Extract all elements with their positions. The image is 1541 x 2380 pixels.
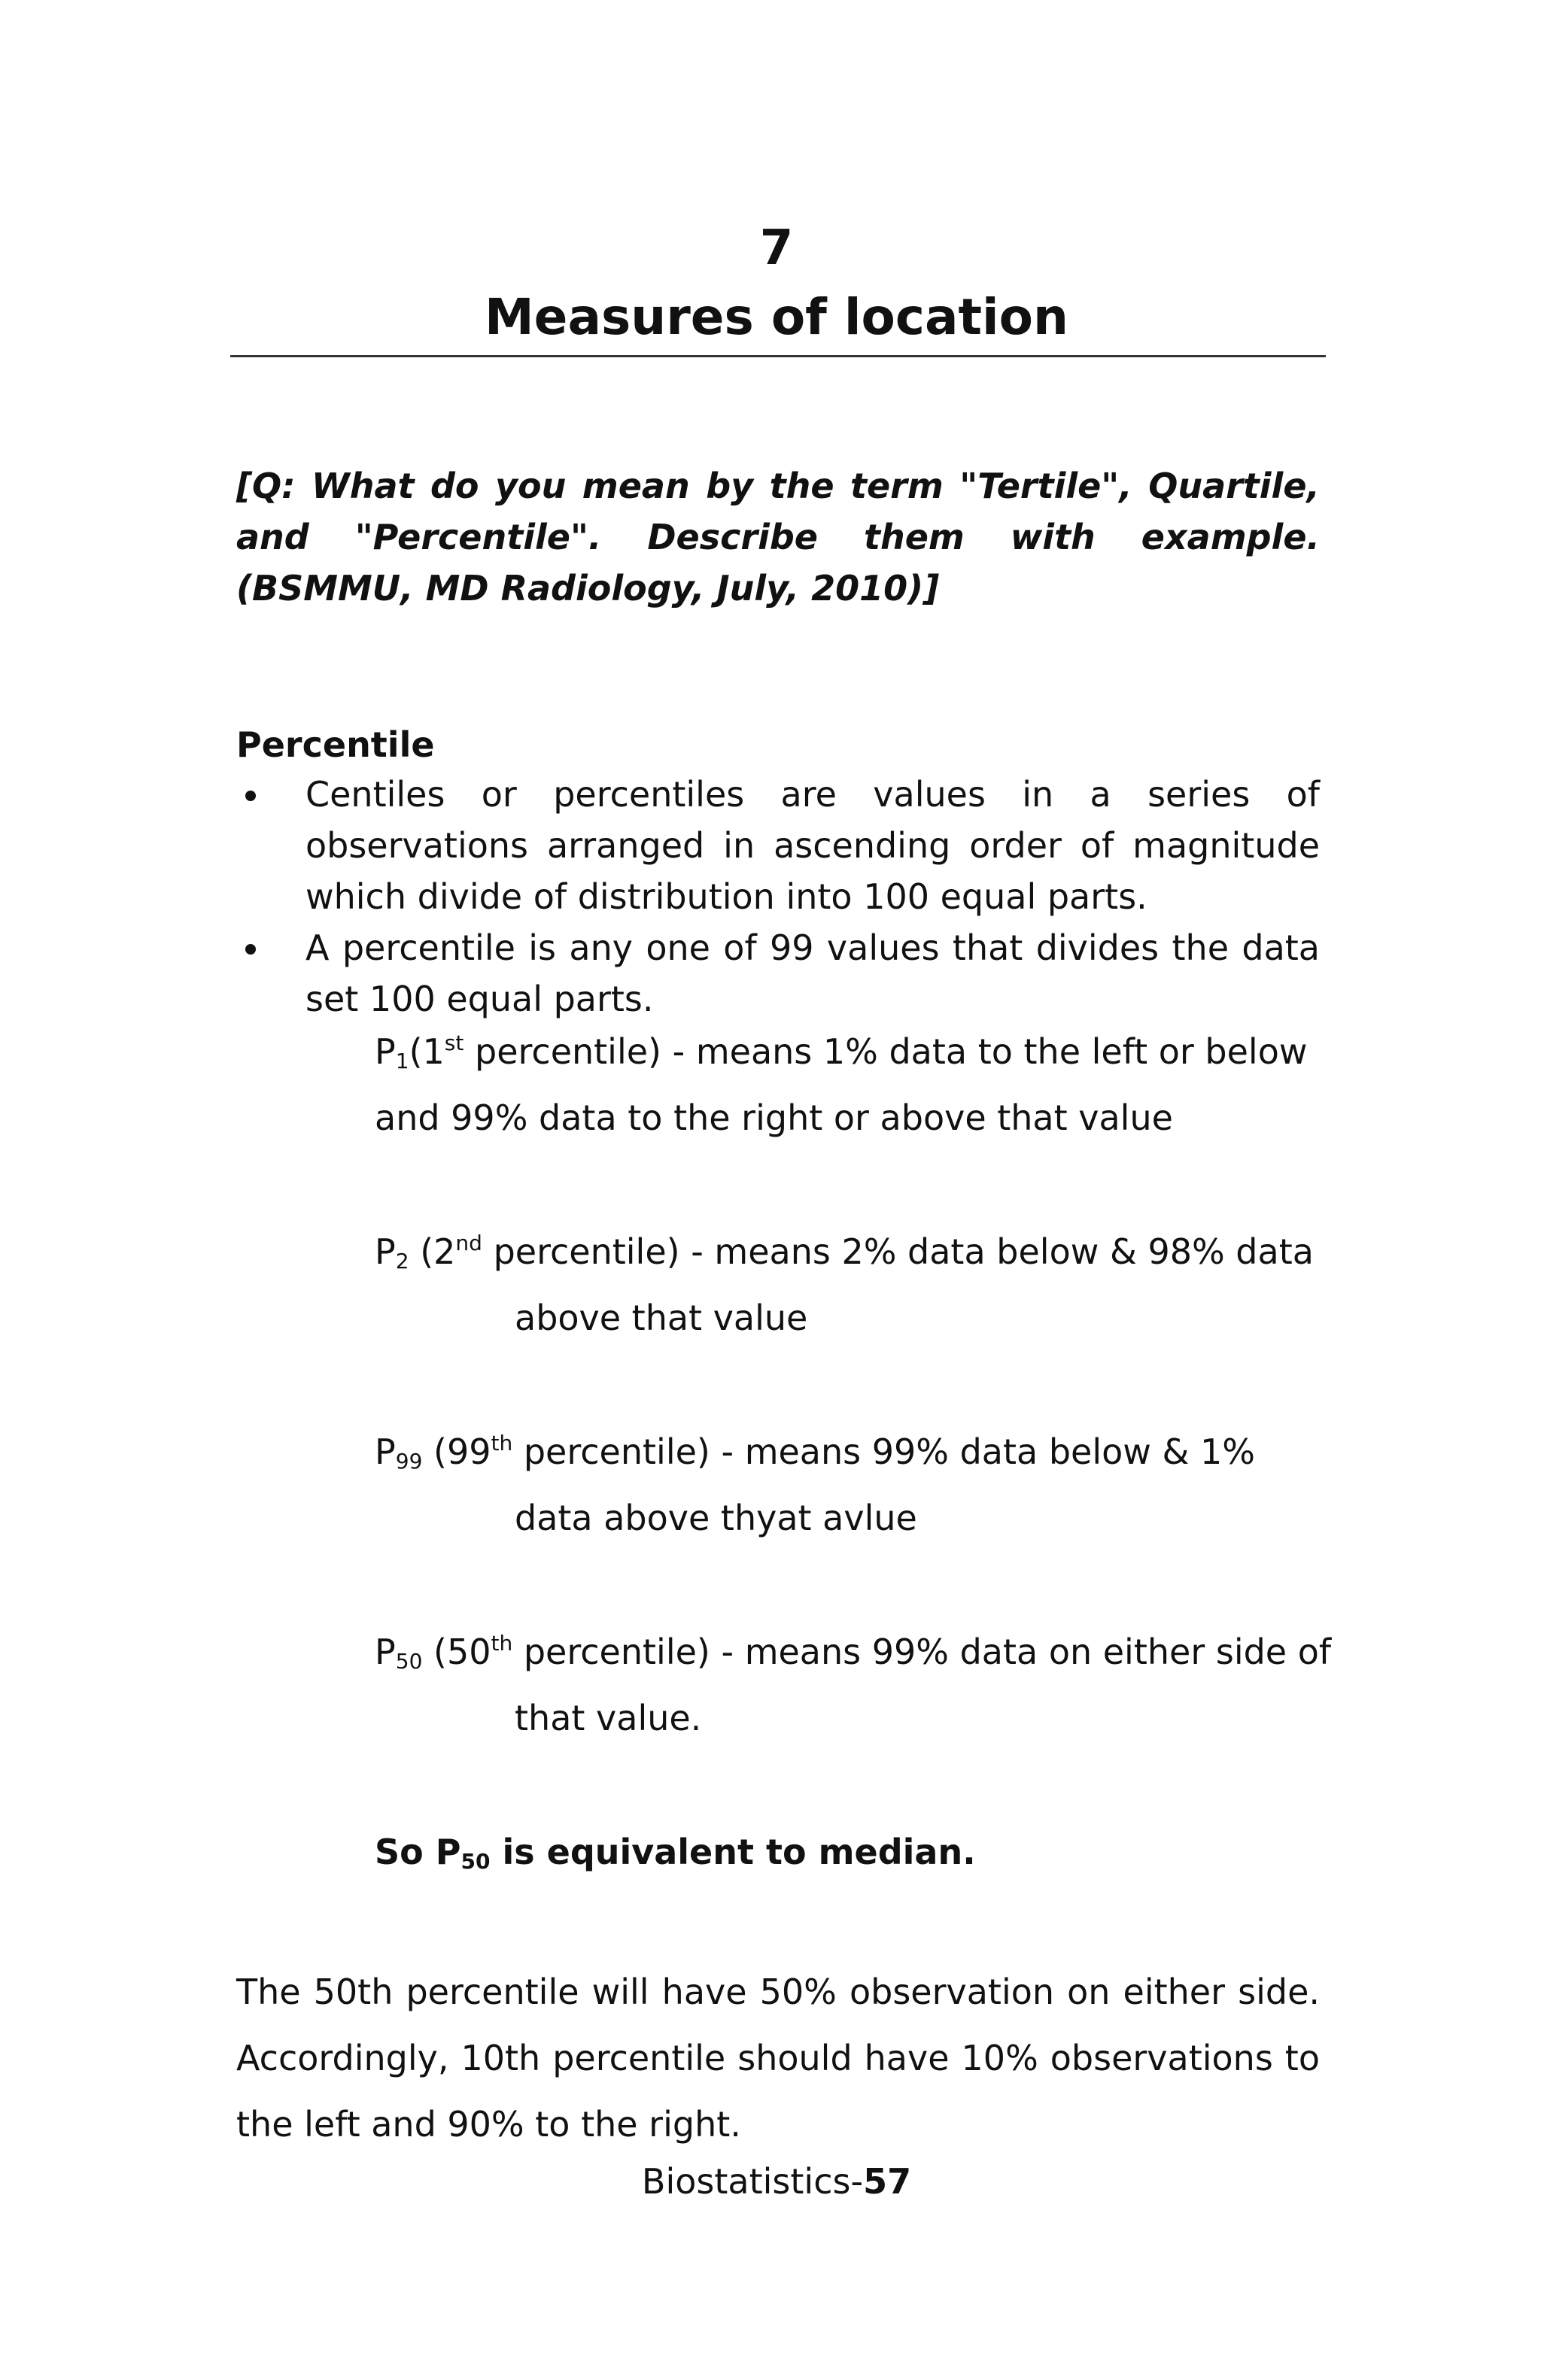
definition-p99-line2: data above thyat avlue <box>515 1498 917 1538</box>
percentile-bullet-list <box>236 769 1320 1025</box>
bullet-item <box>236 769 1320 922</box>
footer-book-title: Biostatistics- <box>641 2161 864 2202</box>
bullet-text: A percentile is any one of 99 values that divides the data set 100 equal parts. <box>305 927 1320 1019</box>
title-divider <box>230 355 1326 357</box>
definition-p2-line1: $P_2$ (2nd percentile) - means 2% data below & 98% data <box>375 1231 1314 1273</box>
bullet-icon <box>245 791 256 801</box>
closing-paragraph: The 50th percentile will have 50% observation on either side. Accordingly, 10th percentile should have 10% observations to the left and 90% to the right. <box>236 1972 1320 2145</box>
page-footer <box>0 2156 1541 2207</box>
definition-p1-line1: $P_1(1st$ percentile) - means 1% data to the left or below <box>375 1031 1308 1073</box>
definition-p2-line2: above that value <box>515 1298 808 1338</box>
exam-question: [Q: What do you mean by the term "Tertile", Quartile, and "Percentile". Describe them with example. (BSMMU, MD Radiology, July, 2010)] <box>236 466 1320 609</box>
bullet-text: Centiles or percentiles are values in a series of observations arranged in ascending order of magnitude which divide of distribution into 100 equal parts. <box>305 774 1320 917</box>
section-heading-percentile: Percentile <box>236 724 435 765</box>
definition-p1-line2: and 99% data to the right or above that value <box>375 1097 1173 1138</box>
chapter-number: 7 <box>759 220 794 276</box>
chapter-title: Measures of location <box>485 288 1068 346</box>
bullet-icon <box>245 944 256 955</box>
conclusion-statement: So $P_{50}$ is equivalent to median. <box>375 1832 976 1874</box>
definition-p99-line1: $P_{99}$ (99th percentile) - means 99% data below & 1% <box>375 1431 1255 1474</box>
definition-p50-line2: that value. <box>515 1698 702 1738</box>
bullet-item <box>236 922 1320 1025</box>
definition-p50-line1: $P_{50}$ (50th percentile) - means 99% data on either side of <box>375 1631 1332 1674</box>
page-number: 57 <box>863 2161 912 2202</box>
